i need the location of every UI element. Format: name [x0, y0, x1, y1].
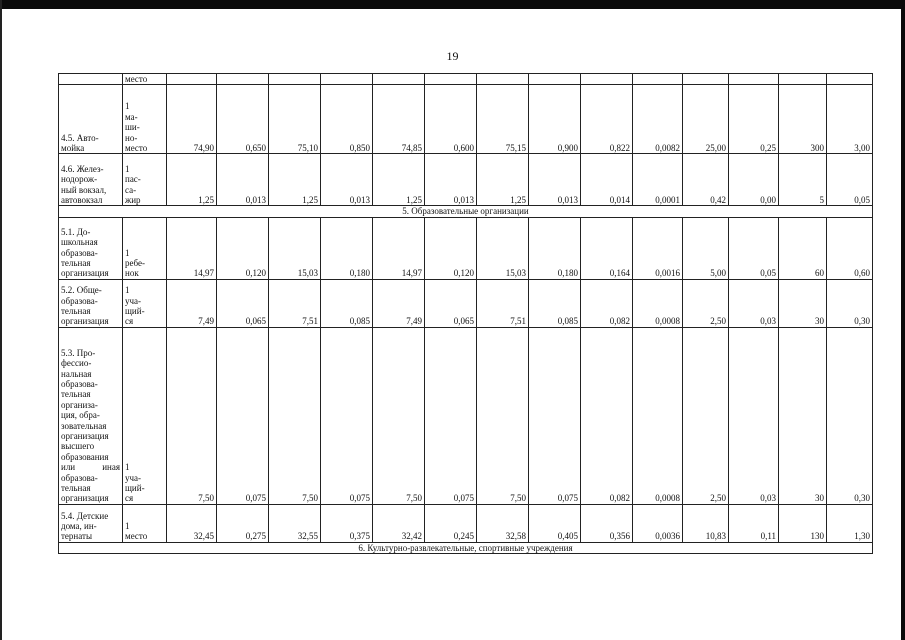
value-cell: 1,30 [827, 504, 873, 542]
value-cell: 0,0001 [633, 154, 683, 206]
header-fragment-cell [321, 74, 373, 85]
value-cell: 0,085 [529, 279, 581, 327]
row-name-line: образова- [61, 472, 98, 483]
value-cell: 0,0008 [633, 327, 683, 504]
row-name-line: тельная [61, 258, 91, 268]
row-unit-line: ся [125, 316, 134, 327]
value-cell: 5 [779, 154, 827, 206]
row-unit [123, 85, 167, 154]
scan-border-left [0, 0, 2, 640]
row-name-line: организа- [61, 399, 98, 410]
value-cell: 0,405 [529, 504, 581, 542]
value-cell: 0,03 [729, 327, 779, 504]
value-cell: 0,30 [827, 327, 873, 504]
row-name-line: 5.2. Обще- [61, 285, 102, 296]
value-cell: 15,03 [269, 217, 321, 279]
value-cell: 32,42 [373, 504, 425, 542]
header-fragment-cell [779, 74, 827, 85]
row-name-line: образова- [61, 378, 98, 389]
row-name-line: ция, обра- [61, 410, 100, 421]
header-fragment-cell [477, 74, 529, 85]
value-cell: 0,013 [321, 154, 373, 206]
value-cell: 32,45 [167, 504, 217, 542]
header-fragment-cell [425, 74, 477, 85]
row-name [59, 327, 123, 504]
section-title: 6. Культурно-развлекательные, спортивные учреждения [59, 542, 873, 553]
value-cell: 75,10 [269, 85, 321, 154]
value-cell: 7,50 [269, 327, 321, 504]
row-name-line: 4.6. Желез- [61, 163, 104, 174]
row-unit-line: уча- [125, 295, 142, 306]
row-name-line: ный вокзал, [61, 184, 107, 195]
value-cell: 30 [779, 279, 827, 327]
value-cell: 5,00 [683, 217, 729, 279]
value-cell: 2,50 [683, 327, 729, 504]
row-unit [123, 154, 167, 206]
value-cell: 74,90 [167, 85, 217, 154]
header-fragment-name-cell [59, 74, 123, 85]
row-name-line: образова- [61, 247, 98, 258]
row-name-line: тельная [61, 389, 91, 400]
value-cell: 0,0008 [633, 279, 683, 327]
value-cell: 0,822 [581, 85, 633, 154]
value-cell: 0,014 [581, 154, 633, 206]
value-cell: 0,0082 [633, 85, 683, 154]
section-title: 5. Образовательные организации [59, 206, 873, 217]
value-cell: 130 [779, 504, 827, 542]
row-unit-line: ма- [125, 111, 138, 122]
value-cell: 0,120 [217, 217, 269, 279]
row-unit-line: 1 [125, 462, 130, 473]
row-unit-line: нок [125, 268, 139, 279]
row-unit [123, 504, 167, 542]
value-cell: 0,0036 [633, 504, 683, 542]
value-cell: 0,013 [529, 154, 581, 206]
row-name [59, 217, 123, 279]
value-cell: 15,03 [477, 217, 529, 279]
value-cell: 7,50 [477, 327, 529, 504]
value-cell: 0,03 [729, 279, 779, 327]
header-fragment-unit: место [123, 74, 167, 85]
value-cell: 0,30 [827, 279, 873, 327]
header-fragment-cell [827, 74, 873, 85]
value-cell: 14,97 [167, 217, 217, 279]
header-fragment-cell [529, 74, 581, 85]
row-name-line: зовательная [61, 420, 107, 431]
table-row [59, 85, 873, 154]
value-cell: 0,164 [581, 217, 633, 279]
row-name [59, 279, 123, 327]
row-unit-line: 1 [125, 247, 130, 258]
value-cell: 7,50 [167, 327, 217, 504]
row-name-line: образования [61, 451, 109, 462]
row-name-line: 4.5. Авто- [61, 132, 99, 143]
value-cell: 0,075 [217, 327, 269, 504]
header-fragment-row [59, 74, 873, 85]
value-cell: 7,51 [477, 279, 529, 327]
section-header-row [59, 542, 873, 553]
row-unit-line: щий- [125, 306, 145, 316]
row-name-line: 5.3. Про- [61, 347, 96, 358]
row-unit-line: са- [125, 184, 137, 195]
row-name-line: тельная [61, 306, 91, 316]
row-unit [123, 327, 167, 504]
row-unit-line: место [125, 531, 148, 542]
row-name-line: организация [61, 268, 109, 279]
value-cell: 0,245 [425, 504, 477, 542]
value-cell: 0,42 [683, 154, 729, 206]
value-cell: 60 [779, 217, 827, 279]
value-cell: 0,275 [217, 504, 269, 542]
table-row [59, 327, 873, 504]
row-name-line: тельная [61, 483, 91, 493]
row-name-line: фессио- [61, 358, 92, 369]
header-fragment-cell [683, 74, 729, 85]
value-cell: 2,50 [683, 279, 729, 327]
value-cell: 7,51 [269, 279, 321, 327]
row-name-line: автовокзал [61, 195, 103, 205]
value-cell: 7,50 [373, 327, 425, 504]
row-name [59, 154, 123, 206]
value-cell: 1,25 [373, 154, 425, 206]
value-cell: 0,075 [425, 327, 477, 504]
value-cell: 1,25 [167, 154, 217, 206]
table-row [59, 154, 873, 206]
value-cell: 7,49 [373, 279, 425, 327]
row-name-line: организация [61, 430, 109, 441]
page-number: 19 [446, 49, 459, 63]
row-name-line: 5.1. До- [61, 226, 91, 237]
row-unit-line: место [125, 143, 148, 153]
row-unit-line: уча- [125, 472, 142, 483]
value-cell: 14,97 [373, 217, 425, 279]
value-cell: 0,375 [321, 504, 373, 542]
value-cell: 0,11 [729, 504, 779, 542]
row-name-line: организация [61, 316, 109, 327]
header-fragment-cell [167, 74, 217, 85]
row-unit-line: 1 [125, 285, 130, 296]
row-unit-line: 1 [125, 163, 130, 174]
value-cell: 0,013 [217, 154, 269, 206]
value-cell: 0,900 [529, 85, 581, 154]
value-cell: 0,013 [425, 154, 477, 206]
row-name-line: организация [61, 493, 109, 504]
value-cell: 0,600 [425, 85, 477, 154]
header-fragment-cell [633, 74, 683, 85]
value-cell: 0,25 [729, 85, 779, 154]
row-unit-line: ся [125, 493, 134, 504]
value-cell: 7,49 [167, 279, 217, 327]
value-cell: 74,85 [373, 85, 425, 154]
norms-table [58, 73, 873, 554]
value-cell: 0,075 [529, 327, 581, 504]
value-cell: 0,120 [425, 217, 477, 279]
value-cell: 32,55 [269, 504, 321, 542]
header-fragment-cell [729, 74, 779, 85]
row-unit [123, 279, 167, 327]
value-cell: 25,00 [683, 85, 729, 154]
row-name-line: мойка [61, 143, 85, 153]
value-cell: 30 [779, 327, 827, 504]
value-cell: 0,850 [321, 85, 373, 154]
table-row [59, 217, 873, 279]
value-cell: 10,83 [683, 504, 729, 542]
value-cell: 300 [779, 85, 827, 154]
row-unit-line: 1 [125, 101, 130, 112]
value-cell: 75,15 [477, 85, 529, 154]
row-unit-line: жир [125, 195, 141, 205]
row-name-line: 5.4. Детские [61, 510, 109, 521]
row-name [59, 85, 123, 154]
scan-border-right [901, 0, 905, 640]
value-cell: 32,58 [477, 504, 529, 542]
header-fragment-cell [217, 74, 269, 85]
row-name [59, 504, 123, 542]
row-name-line: нодорож- [61, 174, 98, 185]
value-cell: 0,05 [827, 154, 873, 206]
value-cell: 3,00 [827, 85, 873, 154]
row-name-line: высшего [61, 441, 95, 452]
value-cell: 0,082 [581, 327, 633, 504]
row-unit-line: пас- [125, 174, 141, 185]
row-name-line: тернаты [61, 531, 92, 542]
value-cell: 0,082 [581, 279, 633, 327]
table-row [59, 504, 873, 542]
row-unit-line: ши- [125, 122, 140, 133]
scan-border-top [0, 0, 905, 9]
header-fragment-cell [581, 74, 633, 85]
value-cell: 0,075 [321, 327, 373, 504]
value-cell: 1,25 [269, 154, 321, 206]
table-body [59, 74, 873, 554]
value-cell: 0,065 [425, 279, 477, 327]
value-cell: 0,650 [217, 85, 269, 154]
value-cell: 0,065 [217, 279, 269, 327]
value-cell: 0,0016 [633, 217, 683, 279]
row-name-line: образова- [61, 295, 98, 306]
table-row [59, 279, 873, 327]
header-fragment-cell [373, 74, 425, 85]
row-unit [123, 217, 167, 279]
row-unit-line: 1 [125, 521, 130, 531]
value-cell: 0,180 [321, 217, 373, 279]
value-cell: 0,085 [321, 279, 373, 327]
value-cell: 0,60 [827, 217, 873, 279]
value-cell: 0,356 [581, 504, 633, 542]
row-unit-line: ребе- [125, 258, 145, 268]
value-cell: 0,05 [729, 217, 779, 279]
row-unit-line: но- [125, 132, 138, 143]
header-fragment-cell [269, 74, 321, 85]
row-unit-line: щий- [125, 483, 145, 493]
row-name-line: дома, ин- [61, 521, 97, 531]
value-cell: 1,25 [477, 154, 529, 206]
value-cell: 0,00 [729, 154, 779, 206]
row-name-line: школьная [61, 237, 98, 248]
section-header-row [59, 206, 873, 217]
row-name-line: нальная [61, 368, 92, 379]
value-cell: 0,180 [529, 217, 581, 279]
row-name-line: или иная [61, 462, 120, 473]
